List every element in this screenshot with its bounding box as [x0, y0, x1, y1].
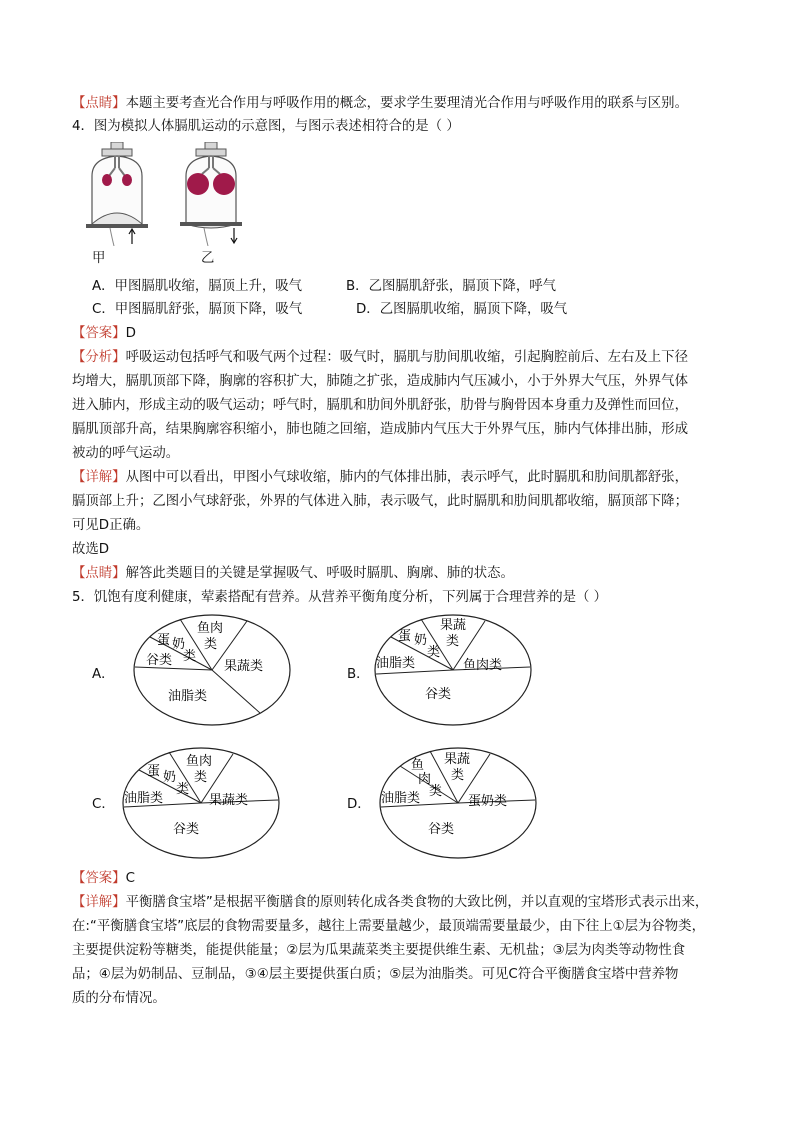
analysis-tag: 【分析】 — [72, 350, 126, 365]
slice-label: 果蔬类 — [209, 793, 249, 808]
q4-analysis-line-3: 进入肺内，形成主动的吸气运动；呼气时，膈肌和肋间外肌舒张，肋骨与胸骨因本身重力及弹性而回位， — [72, 398, 688, 413]
q5-detail-line-2: 在:“平衡膳食宝塔”底层的食物需要量多，越往上需要量越少，最顶端需要量最少，由下往上①层为谷物类， — [72, 919, 705, 934]
prev-comment — [72, 94, 688, 114]
q4-analysis-line-2: 均增大，膈肌顶部下降，胸廓的容积扩大，肺随之扩张，造成肺内气压减小，小于外界大气压，外界气体 — [72, 374, 688, 389]
answer-text: D — [125, 326, 136, 341]
jar-stopper — [196, 149, 226, 156]
q4-answer — [72, 324, 136, 344]
q4-detail-line-2: 膈顶部上升；乙图小气球舒张，外界的气体进入肺，表示吸气，此时膈肌和肋间肌都收缩，膈顶部下降； — [72, 494, 688, 509]
slice-label: 油脂类 — [168, 689, 208, 704]
pie-a-letter: A． — [92, 667, 115, 682]
slice-label: 鱼肉 — [186, 754, 213, 769]
hand — [204, 228, 208, 246]
q5-detail-line-4: 品；④层为奶制品、豆制品，③④层主要提供蛋白质；⑤层为油脂类。可见C符合平衡膳食宝塔中营养物 — [72, 967, 679, 982]
jar-tube-top — [205, 142, 217, 149]
diaphragm-model-yi — [176, 142, 248, 246]
q5-stem: 5．饥饱有度利健康，荤素搭配有营养。从营养平衡角度分析，下列属于合理营养的是（ ） — [72, 590, 608, 605]
hand — [110, 228, 114, 246]
slice-label: 谷类 — [146, 653, 173, 668]
slice-label: 油脂类 — [381, 791, 421, 806]
slice-label: 类 — [427, 645, 441, 660]
slice-label: 鱼肉类 — [463, 658, 503, 673]
q5-detail-line-3: 主要提供淀粉等糖类，能提供能量；②层为瓜果蔬菜类主要提供维生素、无机盐；③层为肉类等动物性食 — [72, 943, 686, 958]
slice-label: 果蔬 — [440, 618, 467, 633]
slice-label: 蛋 — [157, 633, 171, 648]
comment-tag: 【点睛】 — [72, 96, 126, 111]
comment-tag: 【点睛】 — [72, 566, 126, 581]
q5-answer — [72, 869, 135, 889]
slice-label: 奶 — [163, 770, 177, 785]
q4-analysis-line-5: 被动的呼气运动。 — [72, 446, 180, 461]
slice-label: 油脂类 — [124, 791, 164, 806]
slice-label: 类 — [204, 637, 218, 652]
q4-detail-line-3: 可见D正确。 — [72, 518, 150, 533]
slice-label: 油脂类 — [376, 656, 416, 671]
pie-b — [373, 612, 533, 728]
pie-a — [132, 612, 292, 728]
q4-conclusion: 故选D — [72, 542, 110, 557]
q4-analysis-line-1 — [72, 348, 688, 368]
q4-option-a: A．甲图膈肌收缩，膈顶上升，吸气 — [92, 279, 303, 294]
slice-label: 类 — [451, 768, 465, 783]
q4-option-b: B．乙图膈肌舒张，膈顶下降，呼气 — [346, 279, 557, 294]
pie-d — [378, 745, 538, 861]
slice-label: 类 — [183, 649, 197, 664]
q4-detail-line-1 — [72, 468, 688, 488]
pie-c — [121, 745, 281, 861]
detail-text: 从图中可以看出，甲图小气球收缩，肺内的气体排出肺，表示呼气，此时膈肌和肋间肌都舒张， — [125, 470, 688, 485]
q5-detail-line-5: 质的分布情况。 — [72, 991, 166, 1006]
slice-label: 类 — [194, 770, 208, 785]
slice-label: 类 — [176, 782, 190, 797]
jar-tube-top — [111, 142, 123, 149]
figure-label-yi: 乙 — [201, 251, 215, 266]
slice-label: 蛋 — [147, 764, 161, 779]
lung-right — [213, 173, 235, 195]
slice-label: 奶 — [172, 637, 186, 652]
q4-comment — [72, 564, 514, 584]
slice-label: 奶 — [414, 633, 428, 648]
jar-stopper — [102, 149, 132, 156]
q4-option-d: D．乙图膈肌收缩，膈顶下降，吸气 — [356, 302, 568, 317]
slice-label: 果蔬 — [444, 752, 471, 767]
slice-label: 谷类 — [428, 822, 455, 837]
slice-label: 谷类 — [173, 822, 200, 837]
q4-option-c: C．甲图膈肌舒张，膈顶下降，吸气 — [92, 302, 303, 317]
slice-label: 鱼肉 — [197, 621, 224, 636]
diaphragm-model-jia — [82, 142, 154, 246]
slice-label: 类 — [429, 784, 443, 799]
slice-label: 果蔬类 — [224, 659, 264, 674]
detail-tag: 【详解】 — [72, 470, 126, 485]
slice-label: 类 — [446, 634, 460, 649]
lung-left — [102, 174, 112, 186]
slice-label: 鱼 — [411, 758, 425, 773]
pie-c-letter: C． — [92, 797, 115, 812]
slice-label: 肉 — [418, 772, 432, 787]
slice-label: 蛋奶类 — [468, 794, 508, 809]
comment-text: 本题主要考查光合作用与呼吸作用的概念，要求学生要理清光合作用与呼吸作用的联系与区别。 — [125, 96, 688, 111]
q5-detail-line-1 — [72, 893, 708, 913]
lung-left — [187, 173, 209, 195]
answer-tag: 【答案】 — [72, 871, 126, 886]
answer-text: C — [125, 871, 135, 886]
comment-text: 解答此类题目的关键是掌握吸气、呼吸时膈肌、胸廓、肺的状态。 — [125, 566, 514, 581]
q4-stem: 4．图为模拟人体膈肌运动的示意图，与图示表述相符合的是（ ） — [72, 119, 460, 134]
jar-base — [180, 222, 242, 226]
slice-label: 蛋 — [398, 629, 412, 644]
jar-base — [86, 224, 148, 228]
pie-b-letter: B． — [347, 667, 370, 682]
analysis-text: 呼吸运动包括呼气和吸气两个过程：吸气时，膈肌与肋间肌收缩，引起胸腔前后、左右及上下径 — [125, 350, 688, 365]
pie-d-letter: D． — [347, 797, 371, 812]
lung-right — [122, 174, 132, 186]
answer-tag: 【答案】 — [72, 326, 126, 341]
q4-analysis-line-4: 膈肌顶部升高，结果胸廓容积缩小，肺也随之回缩，造成肺内气压大于外界气压，肺内气体排出肺，形成 — [72, 422, 688, 437]
slice-label: 谷类 — [425, 687, 452, 702]
detail-text: 平衡膳食宝塔”是根据平衡膳食的原则转化成各类食物的大致比例，并以直观的宝塔形式表示出来， — [125, 895, 709, 910]
detail-tag: 【详解】 — [72, 895, 126, 910]
figure-label-jia: 甲 — [92, 251, 106, 266]
